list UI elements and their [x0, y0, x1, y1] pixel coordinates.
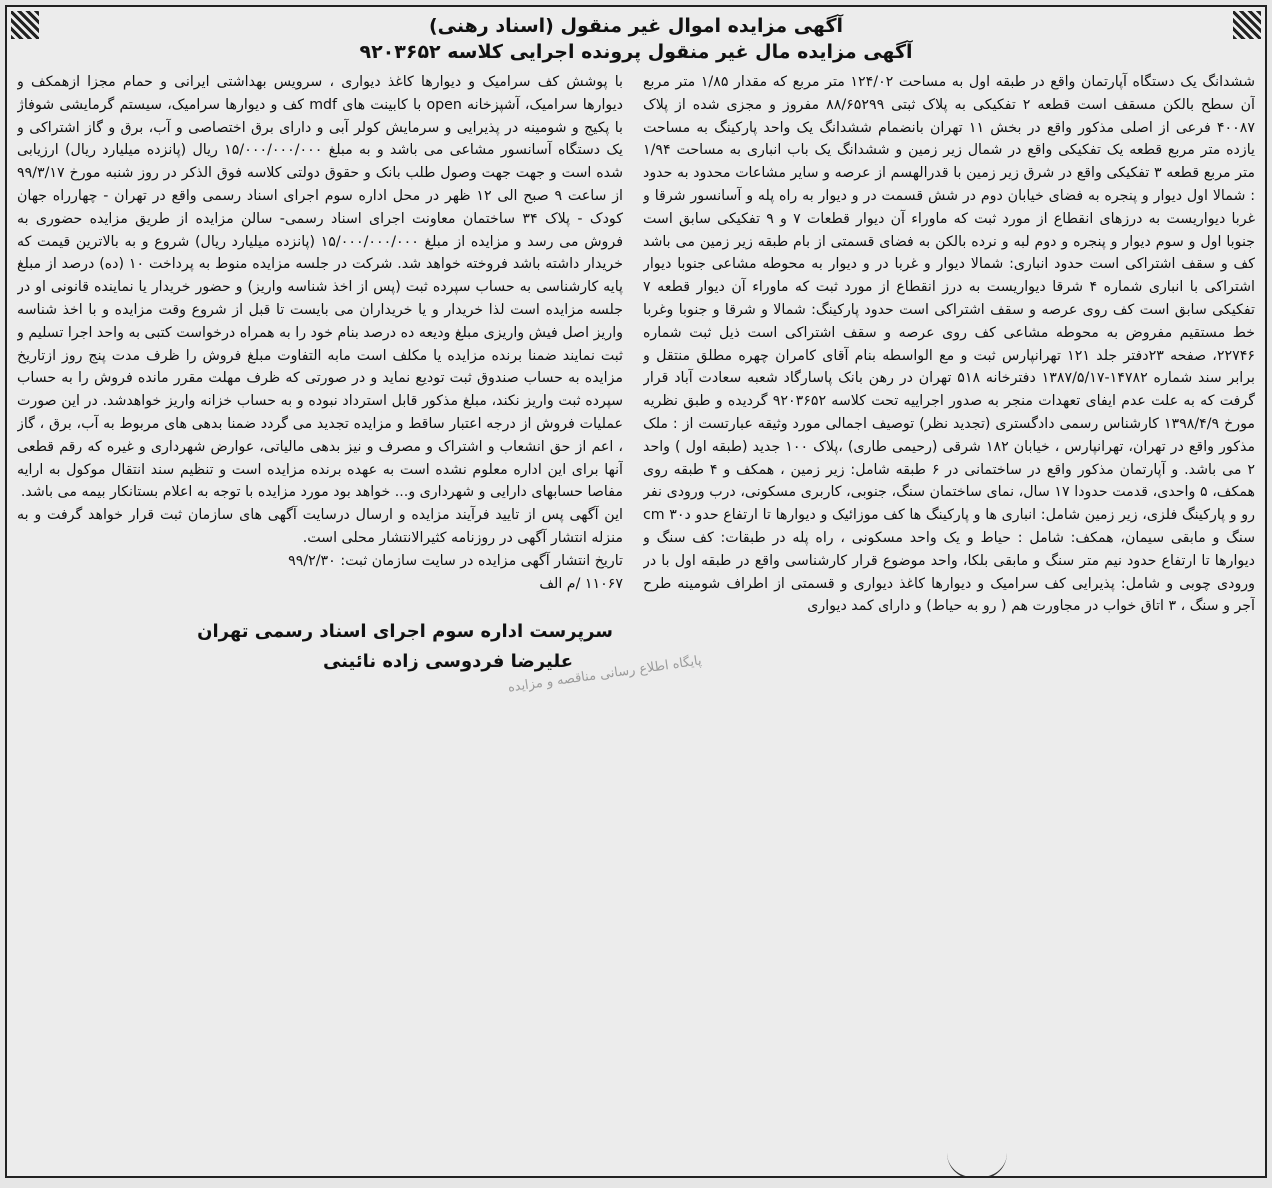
notice-header — [7, 7, 1265, 65]
signatory-title: سرپرست اداره سوم اجرای اسناد رسمی تهران — [197, 621, 613, 643]
publication-note: این آگهی پس از تایید فرآیند مزایده و ارسال درسایت آگهی های سازمان ثبت قرار خواهد گرفت و به منزله انتشار آگهی در روزنامه کثیرالانتشار محلی است. — [17, 507, 623, 546]
notice-subtitle: آگهی مزایده مال غیر منقول پرونده اجرایی کلاسه ۹۲۰۳۶۵۲ — [359, 41, 913, 63]
right-column — [643, 71, 1255, 1168]
corner-ornament — [1233, 11, 1261, 39]
reference-number: ۱۱۰۶۷ /م الف — [539, 575, 623, 592]
publication-date: تاریخ انتشار آگهی مزایده در سایت سازمان ثبت: ۹۹/۲/۳۰ — [288, 552, 623, 569]
left-column — [17, 71, 623, 1168]
corner-ornament — [11, 11, 39, 39]
auction-notice — [5, 5, 1267, 1178]
notice-title: آگهی مزایده اموال غیر منقول (اسناد رهنی) — [428, 15, 844, 37]
handwritten-mark — [947, 1153, 1007, 1178]
watermark: پایگاه اطلاع رسانی مناقصه و مزایده — [506, 653, 703, 696]
signatory-name: علیرضا فردوسی زاده نائینی — [322, 651, 573, 673]
property-description: ششدانگ یک دستگاه آپارتمان واقع در طبقه اول به مساحت ۱۲۴/۰۲ متر مربع که مقدار ۱/۸۵ متر مربع آن سطح بالکن مسقف است قطعه ۲ تفکیکی به پلاک ثبتی ۸۸/۶۵۲۹۹ مفروز و مجزی شده از پلاک ۴۰۰۸۷ فرعی از اصلی مذکور واقع در بخش ۱۱ تهران بانضمام ششدانگ یک واحد پارکینگ به مساحت یازده متر مربع قطعه یک تفکیکی واقع در شمال زیر زمین و ششدانگ یک باب انباری به مساحت ۱/۹۴ متر مربع قطعه ۳ تفکیکی واقع در شرق زیر زمین با قدرالهسم از عرصه و سایر مشاعات محدود به حدود : شمالا اول دیوار و پنجره به فضای خیابان دوم در شش قسمت در و دیوار به راه پله و آسانسور شرقا و غربا دیواریست به درزهای انقطاع از مورد ثبت که ماوراء آن دیوار قطعات ۷ و ۹ تفکیکی سابق است جنوبا اول و سوم دیوار و پنجره و دوم لبه و نرده بالکن به فضای قسمتی از بام طبقه زیر زمین می باشد کف و سقف اشتراکی است حدود انباری: شمالا دیوار و غربا در و دیوار به محوطه مشاعی جنوبا دیوار اشتراکی با انباری شماره ۴ شرقا دیواریست به درز انقطاع از مورد ثبت که ماوراء آن دیوار قطعه ۷ تفکیکی سابق است کف روی عرصه و سقف اشتراکی است حدود پارکینگ: شمالا و شرقا و جنوبا وغربا خط مستقیم مفروض به محوطه مشاعی کف روی عرصه و سقف اشتراکی است ذیل ثبت شماره ۲۲۷۴۶، صفحه ۲۳دفتر جلد ۱۲۱ تهرانپارس ثبت و مع الواسطه بنام آقای کامران چهره مطلق منتقل و برابر سند شماره ۱۴۷۸۲-۱۳۸۷/۵/۱۷ دفترخانه ۵۱۸ تهران در رهن بانک پاسارگاد شعبه سعادت آباد قرار گرفت که به علت عدم ایفای تعهدات منجر به صدور اجراییه تحت کلاسه ۹۲۰۳۶۵۲ گردیده و طبق نظریه مورخ ۱۳۹۸/۴/۹ کارشناس رسمی دادگستری (تجدید نظر) توصیف اجمالی مورد وثیقه عبارتست از : ملک مذکور واقع در تهران، تهرانپارس ، خیابان ۱۸۲ شرقی (رحیمی طاری) ،پلاک ۱۰۰ جدید (طبقه اول ) واحد ۲ می باشد. و آپارتمان مذکور واقع در ساختمانی در ۶ طبقه شامل: زیر زمین ، همکف و ۴ طبقه روی همکف، ۵ واحدی، قدمت حدودا ۱۷ سال، نمای ساختمان سنگ، جنوبی، کاربری مسکونی، درب ورودی نفر رو و پارکینگ فلزی، زیر زمین شامل: انباری ها و پارکینگ ها کف موزائیک و دیوارها تا ارتفاع حدو د۳۰ cm سنگ و مابقی سیمان، همکف: شامل : حیاط و یک واحد مسکونی ، راه پله در طبقات: کف سنگ و دیوارها تا ارتفاع حدود نیم متر سنگ و مابقی بلکا، واحد موضوع قرار کارشناسی واقع در طبقه اول با در ورودی چوبی و شامل: پذیرایی کف سرامیک و دیوارها کاغذ دیواری و قسمتی از اطراف شومینه طرح آجر و سنگ ، ۳ اتاق خواب در مجاورت هم ( رو به حیاط) و دارای کمد دیواری — [643, 74, 1255, 615]
signature-block — [17, 617, 623, 677]
notice-body — [17, 71, 1255, 1168]
auction-terms: با پوشش کف سرامیک و دیوارها کاغذ دیواری ، سرویس بهداشتی ایرانی و حمام مجزا ازهمکف و دیوارها سرامیک، آشپزخانه open با کابینت های mdf کف و دیوارها سرامیک، سیستم گرمایشی شوفاژ با پکیج و شومینه در پذیرایی و سرمایش کولر آبی و دارای برق اختصاصی و آب، برق و گاز اشتراکی و یک دستگاه آسانسور مشاعی می باشد و به مبلغ ۱۵/۰۰۰/۰۰۰/۰۰۰ ریال (پانزده میلیارد ریال) ارزیابی شده است و جهت جهت وصول طلب بانک و حقوق دولتی کلاسه فوق الذکر در روز شنبه مورخ ۹۹/۳/۱۷ از ساعت ۹ صبح الی ۱۲ ظهر در محل اداره سوم اجرای اسناد رسمی واقع در تهران - چهارراه جهان کودک - پلاک ۳۴ ساختمان معاونت اجرای اسناد رسمی- سالن مزایده از طریق مزایده حضوری به فروش می رسد و مزایده از مبلغ ۱۵/۰۰۰/۰۰۰/۰۰۰ (پانزده میلیارد ریال) شروع و به بالاترین قیمت که خریدار داشته باشد فروخته خواهد شد. شرکت در جلسه مزایده منوط به پرداخت ۱۰ (ده) درصد از مبلغ پایه کارشناسی به حساب سپرده ثبت (پس از اخذ شناسه واریز) و حضور خریدار یا نماینده قانونی او در جلسه مزایده است لذا خریدار و یا خریداران می بایست تا قبل از شروع وقت مزایده و با اخذ شناسه واریز اصل فیش واریزی مبلغ ودیعه ده درصد بنام خود را به همراه درخواست کتبی به واحد اجرا تسلیم و ثبت نمایند ضمنا برنده مزایده یا مکلف است مابه التفاوت مبلغ فروش را ظرف مدت پنج روز ازتاریخ مزایده به حساب صندوق ثبت تودیع نماید و در صورتی که ظرف مهلت مقرر مانده فروش را به حساب سپرده ثبت واریز نکند، مبلغ مذکور قابل استرداد نبوده و به حساب خزانه واریز خواهدشد. در این صورت عملیات فروش از درجه اعتبار ساقط و مزایده تجدید می گردد ضمنا بدهی های مربوط به آب، برق ، گاز ، اعم از حق انشعاب و اشتراک و مصرف و نیز بدهی مالیاتی، عوارض شهرداری و غیره که رقم قطعی آنها برای این اداره معلوم نشده است به عهده برنده مزایده است و تنظیم سند انتقال موکول به ارایه مفاصا حسابهای دارایی و شهرداری و... خواهد بود مورد مزایده با توجه به اعلام بستانکار بیمه می باشد. — [17, 74, 623, 501]
